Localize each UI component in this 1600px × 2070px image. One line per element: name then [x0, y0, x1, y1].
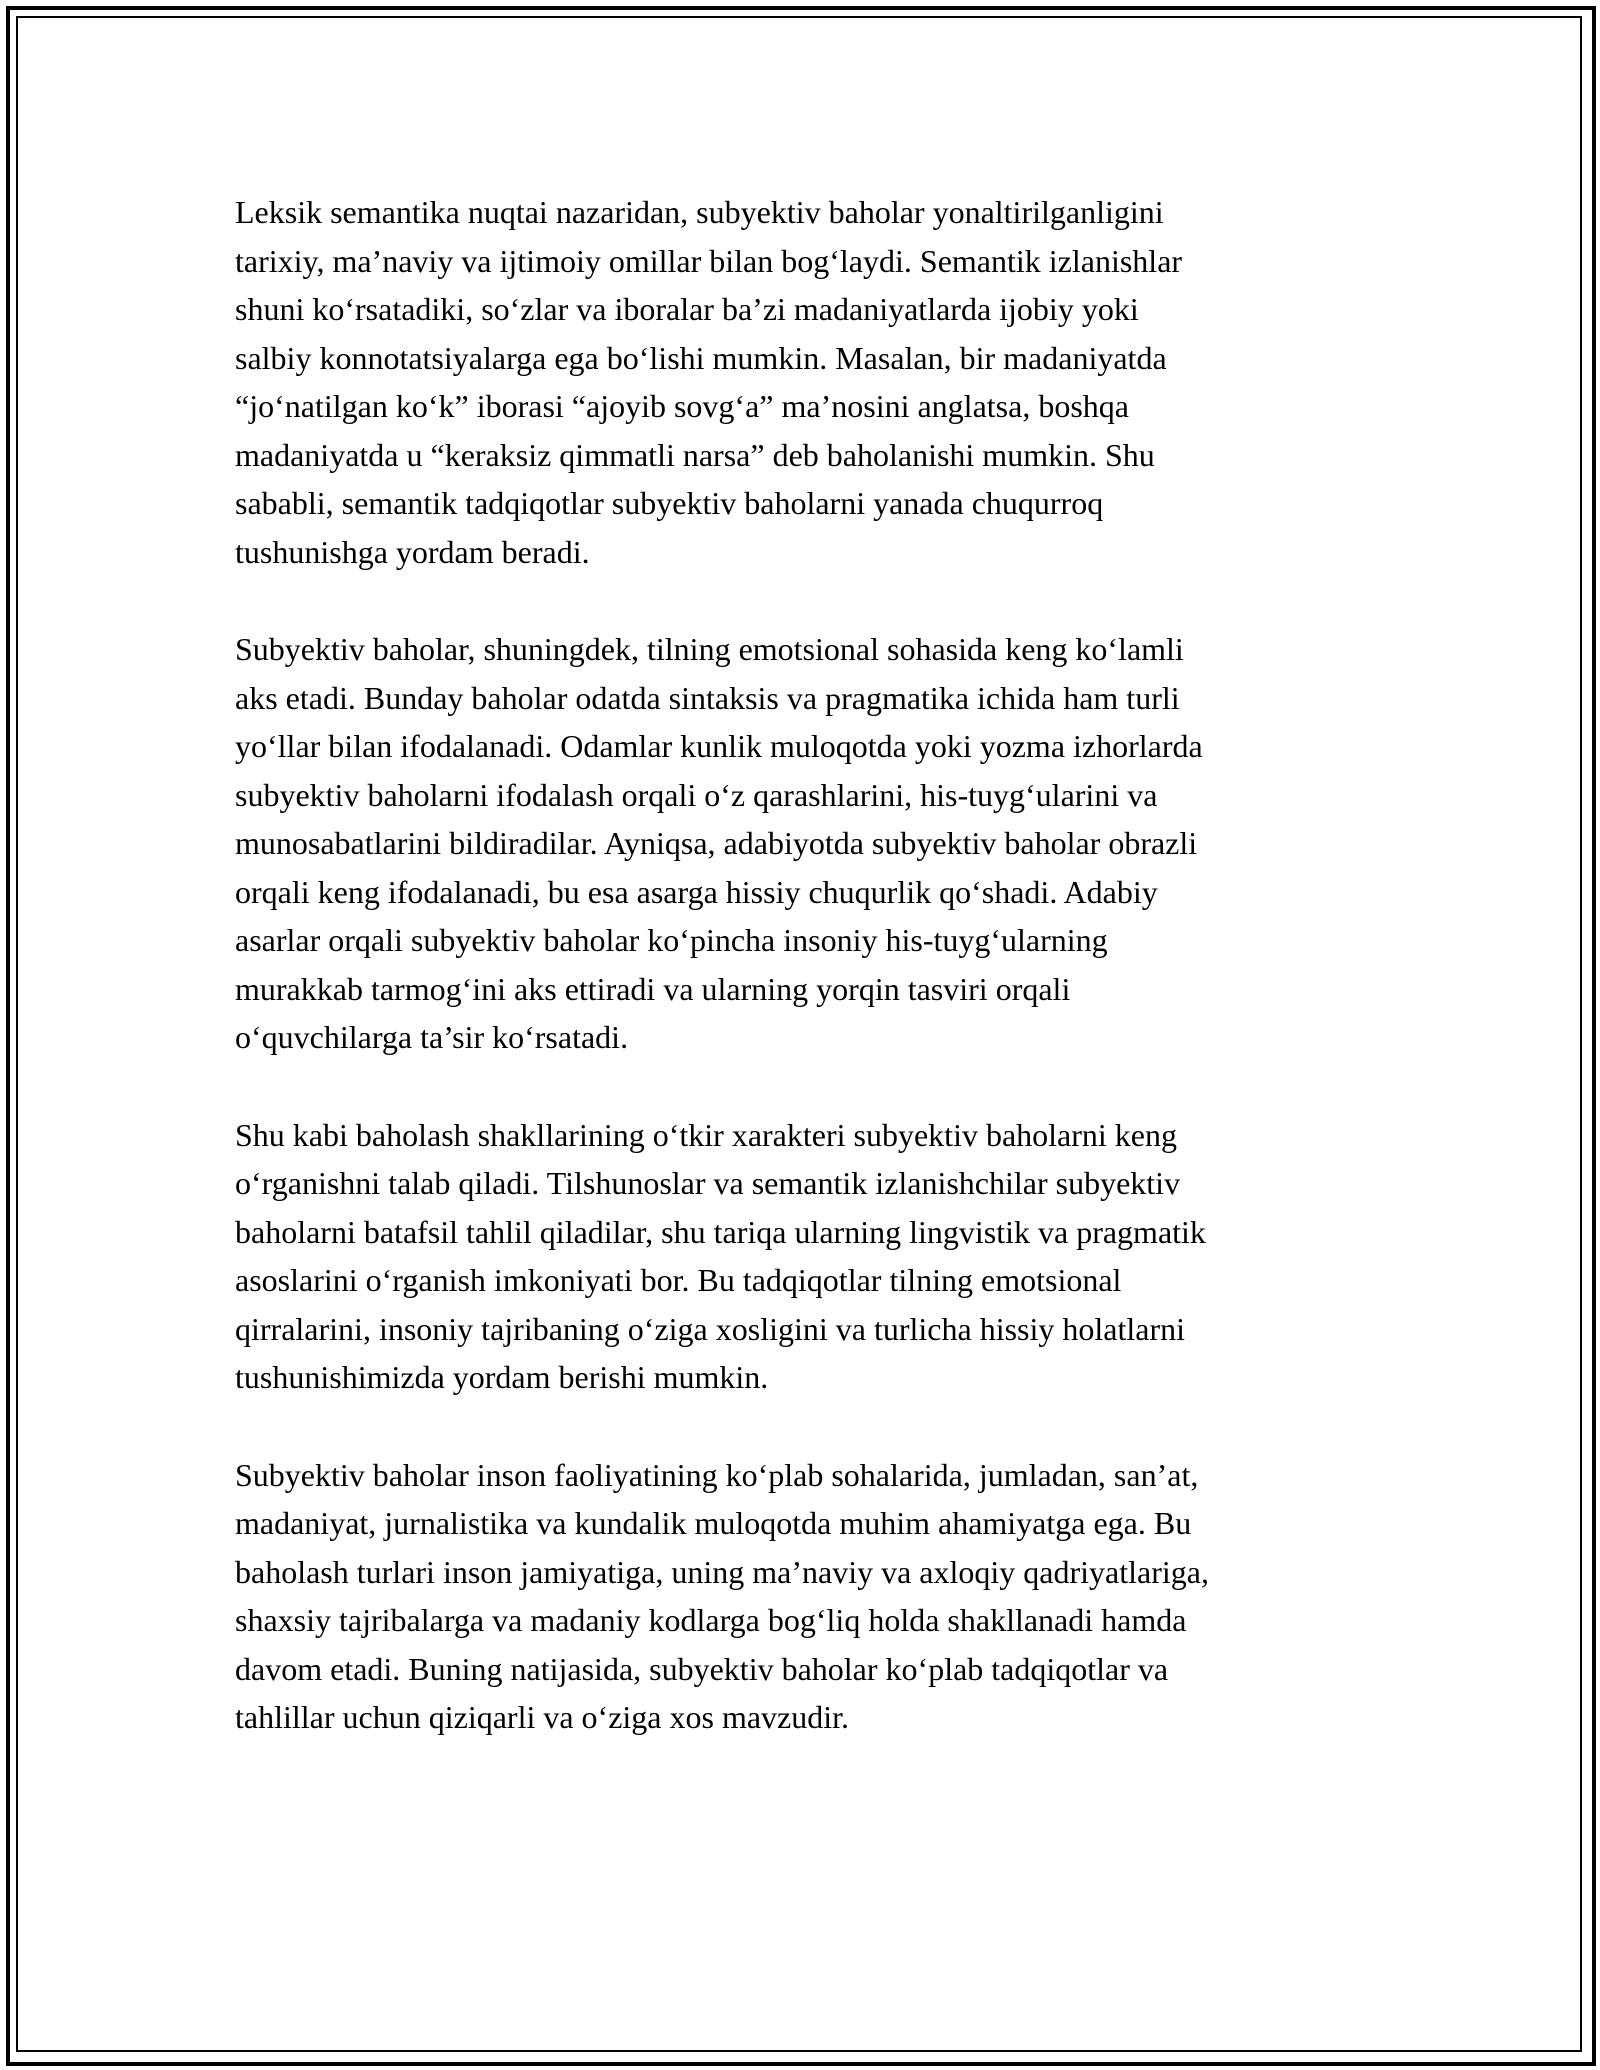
paragraph-3: Shu kabi baholash shakllarining o‘tkir xarakteri subyektiv baholarni keng o‘rganishni talab qiladi. Tilshunoslar va semantik izlanishchilar subyektiv baholarni batafsil tahlil qiladilar, shu tariqa ularning lingvistik va pragmatik asoslarini o‘rganish imkoniyati bor. Bu tadqiqotlar tilning emotsional qirralarini, insoniy tajribaning o‘ziga xosligini va turlicha hissiy holatlarni tushunishimizda yordam berishi mumkin. [235, 1116, 1206, 1395]
document-body [235, 188, 1375, 1742]
paragraph-1: Leksik semantika nuqtai nazaridan, subyektiv baholar yonaltirilganligini tarixiy, ma’naviy va ijtimoiy omillar bilan bog‘laydi. Semantik izlanishlar shuni ko‘rsatadiki, so‘zlar va iboralar ba’zi madaniyatlarda ijobiy yoki salbiy konnotatsiyalarga ega bo‘lishi mumkin. Masalan, bir madaniyatda “jo‘natilgan ko‘k” iborasi “ajoyib sovg‘a” ma’nosini anglatsa, boshqa madaniyatda u “keraksiz qimmatli narsa” deb baholanishi mumkin. Shu sababli, semantik tadqiqotlar subyektiv baholarni yanada chuqurroq tushunishga yordam beradi. [235, 194, 1183, 570]
paragraph-4: Subyektiv baholar inson faoliyatining ko‘plab sohalarida, jumladan, san’at, madaniyat, jurnalistika va kundalik muloqotda muhim ahamiyatga ega. Bu baholash turlari inson jamiyatiga, uning ma’naviy va axloqiy qadriyatlariga, shaxsiy tajribalarga va madaniy kodlarga bog‘liq holda shakllanadi hamda davom etadi. Buning natijasida, subyektiv baholar ko‘plab tadqiqotlar va tahlillar uchun qiziqarli va o‘ziga xos mavzudir. [235, 1456, 1209, 1735]
paragraph-2: Subyektiv baholar, shuningdek, tilning emotsional sohasida keng ko‘lamli aks etadi. Bunday baholar odatda sintaksis va pragmatika ichida ham turli yo‘llar bilan ifodalanadi. Odamlar kunlik muloqotda yoki yozma izhorlarda subyektiv baholarni ifodalash orqali o‘z qarashlarini, his-tuyg‘ularini va munosabatlarini bildiradilar. Ayniqsa, adabiyotda subyektiv baholar obrazli orqali keng ifodalanadi, bu esa asarga hissiy chuqurlik qo‘shadi. Adabiy asarlar orqali subyektiv baholar ko‘pincha insoniy his-tuyg‘ularning murakkab tarmog‘ini aks ettiradi va ularning yorqin tasviri orqali o‘quvchilarga ta’sir ko‘rsatadi. [235, 631, 1203, 1055]
